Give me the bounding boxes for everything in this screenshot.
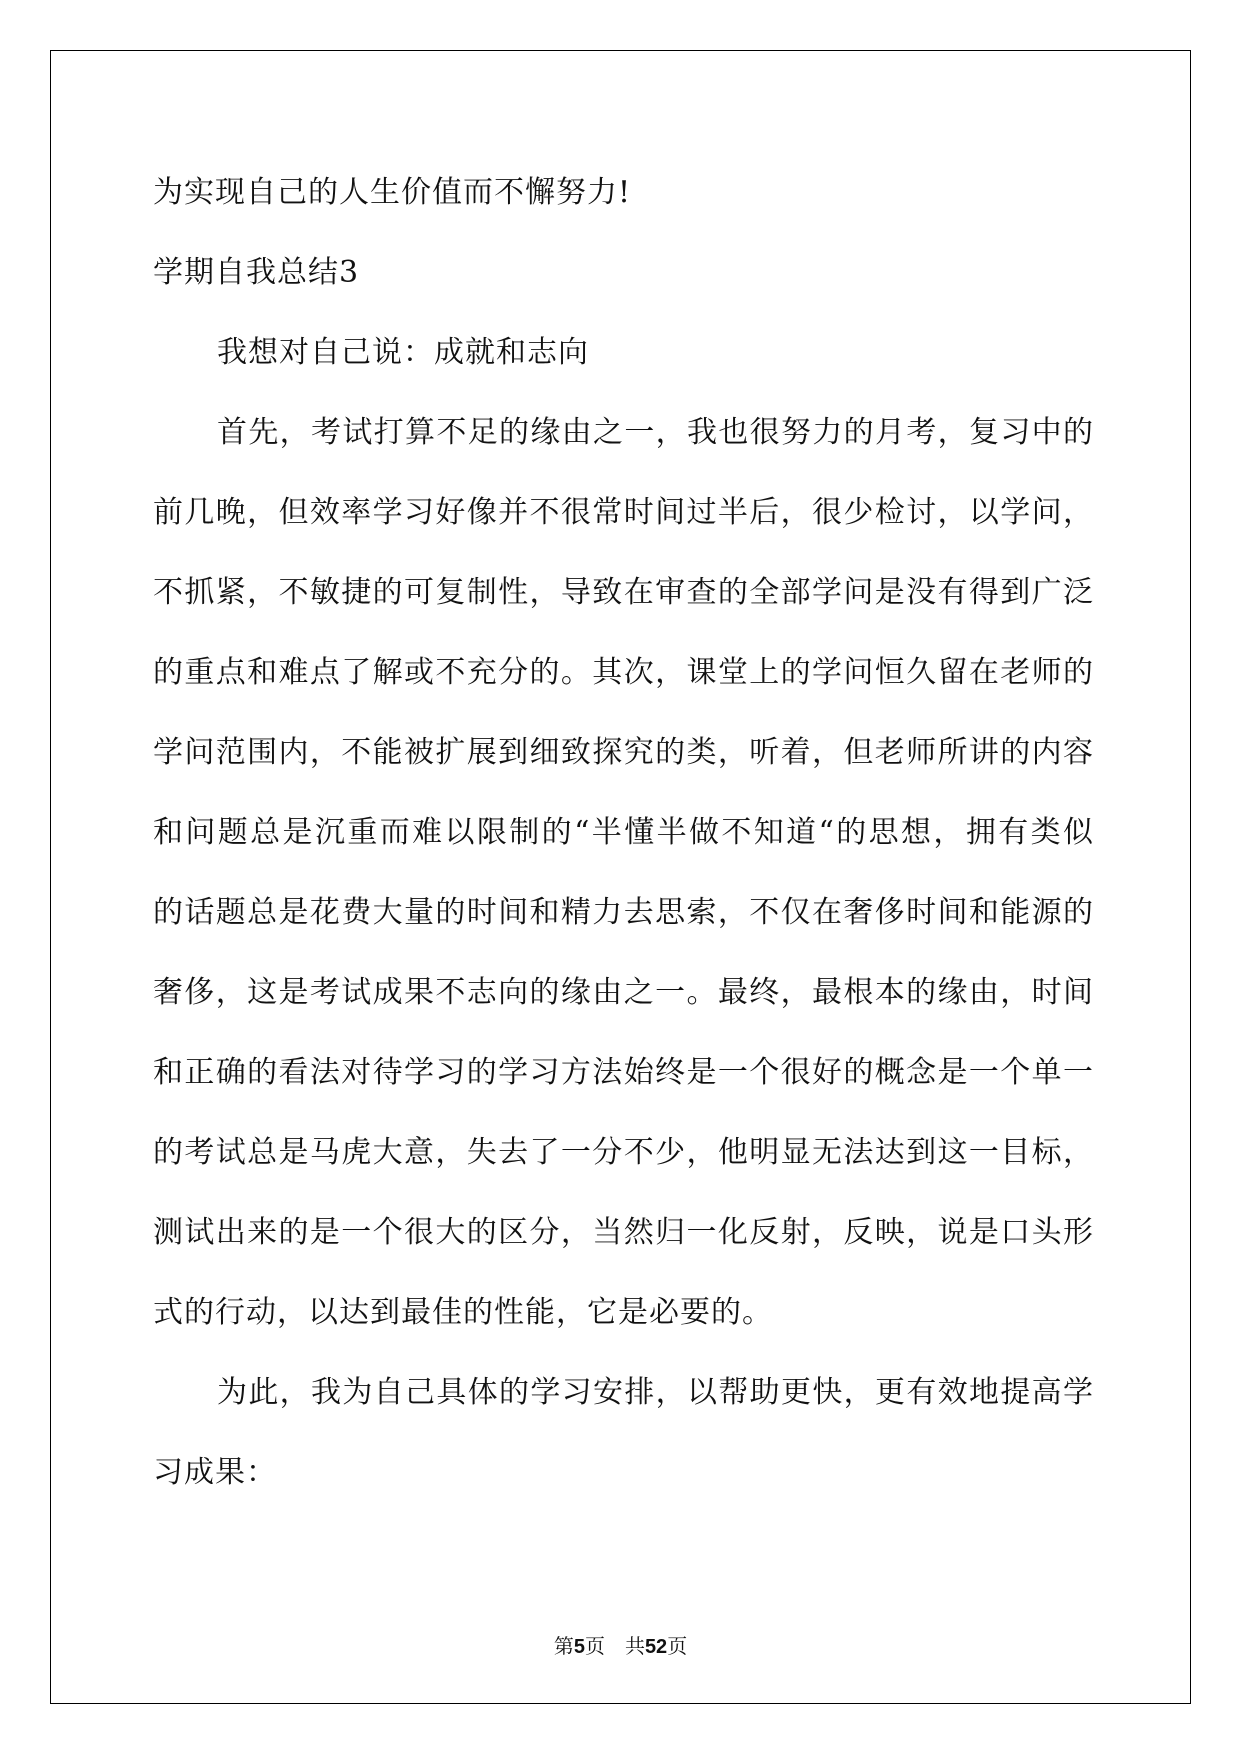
- total-label-prefix: 共: [624, 1636, 645, 1658]
- page-label-prefix: 第: [553, 1636, 574, 1658]
- total-pages: 52: [644, 1636, 668, 1658]
- text-line: 的话题总是花费大量的时间和精力去思索，不仅在奢侈时间和能源的: [153, 895, 1093, 930]
- text-line: 为实现自己的人生价值而不懈努力!: [153, 175, 632, 210]
- section-heading: 学期自我总结3: [153, 255, 360, 290]
- text-line: 不抓紧，不敏捷的可复制性，导致在审查的全部学问是没有得到广泛: [153, 575, 1093, 610]
- text-line: 首先，考试打算不足的缘由之一，我也很努力的月考，复习中的: [217, 415, 1093, 450]
- text-line: 的考试总是马虎大意，失去了一分不少，他明显无法达到这一目标，: [153, 1135, 1093, 1170]
- subheading: 我想对自己说：成就和志向: [217, 335, 589, 370]
- text-line: 和问题总是沉重而难以限制的“半懂半做不知道“的思想，拥有类似: [153, 815, 1093, 850]
- text-line: 式的行动，以达到最佳的性能，它是必要的。: [153, 1295, 773, 1330]
- text-line: 前几晚，但效率学习好像并不很常时间过半后，很少检讨，以学问，: [153, 495, 1093, 530]
- total-label-suffix: 页: [667, 1636, 688, 1658]
- text-line: 测试出来的是一个很大的区分，当然归一化反射，反映，说是口头形: [153, 1215, 1093, 1250]
- text-line: 的重点和难点了解或不充分的。其次，课堂上的学问恒久留在老师的: [153, 655, 1093, 690]
- text-line: 和正确的看法对待学习的学习方法始终是一个很好的概念是一个单一: [153, 1055, 1093, 1090]
- page-number: 5: [573, 1636, 585, 1658]
- text-line: 奢侈，这是考试成果不志向的缘由之一。最终，最根本的缘由，时间: [153, 975, 1093, 1010]
- text-line: 学问范围内，不能被扩展到细致探究的类，听着，但老师所讲的内容: [153, 735, 1093, 770]
- page-footer: [0, 1635, 1241, 1659]
- text-line: 习成果：: [153, 1455, 277, 1490]
- page-label-suffix: 页: [584, 1636, 605, 1658]
- text-line: 为此，我为自己具体的学习安排，以帮助更快，更有效地提高学: [217, 1375, 1093, 1410]
